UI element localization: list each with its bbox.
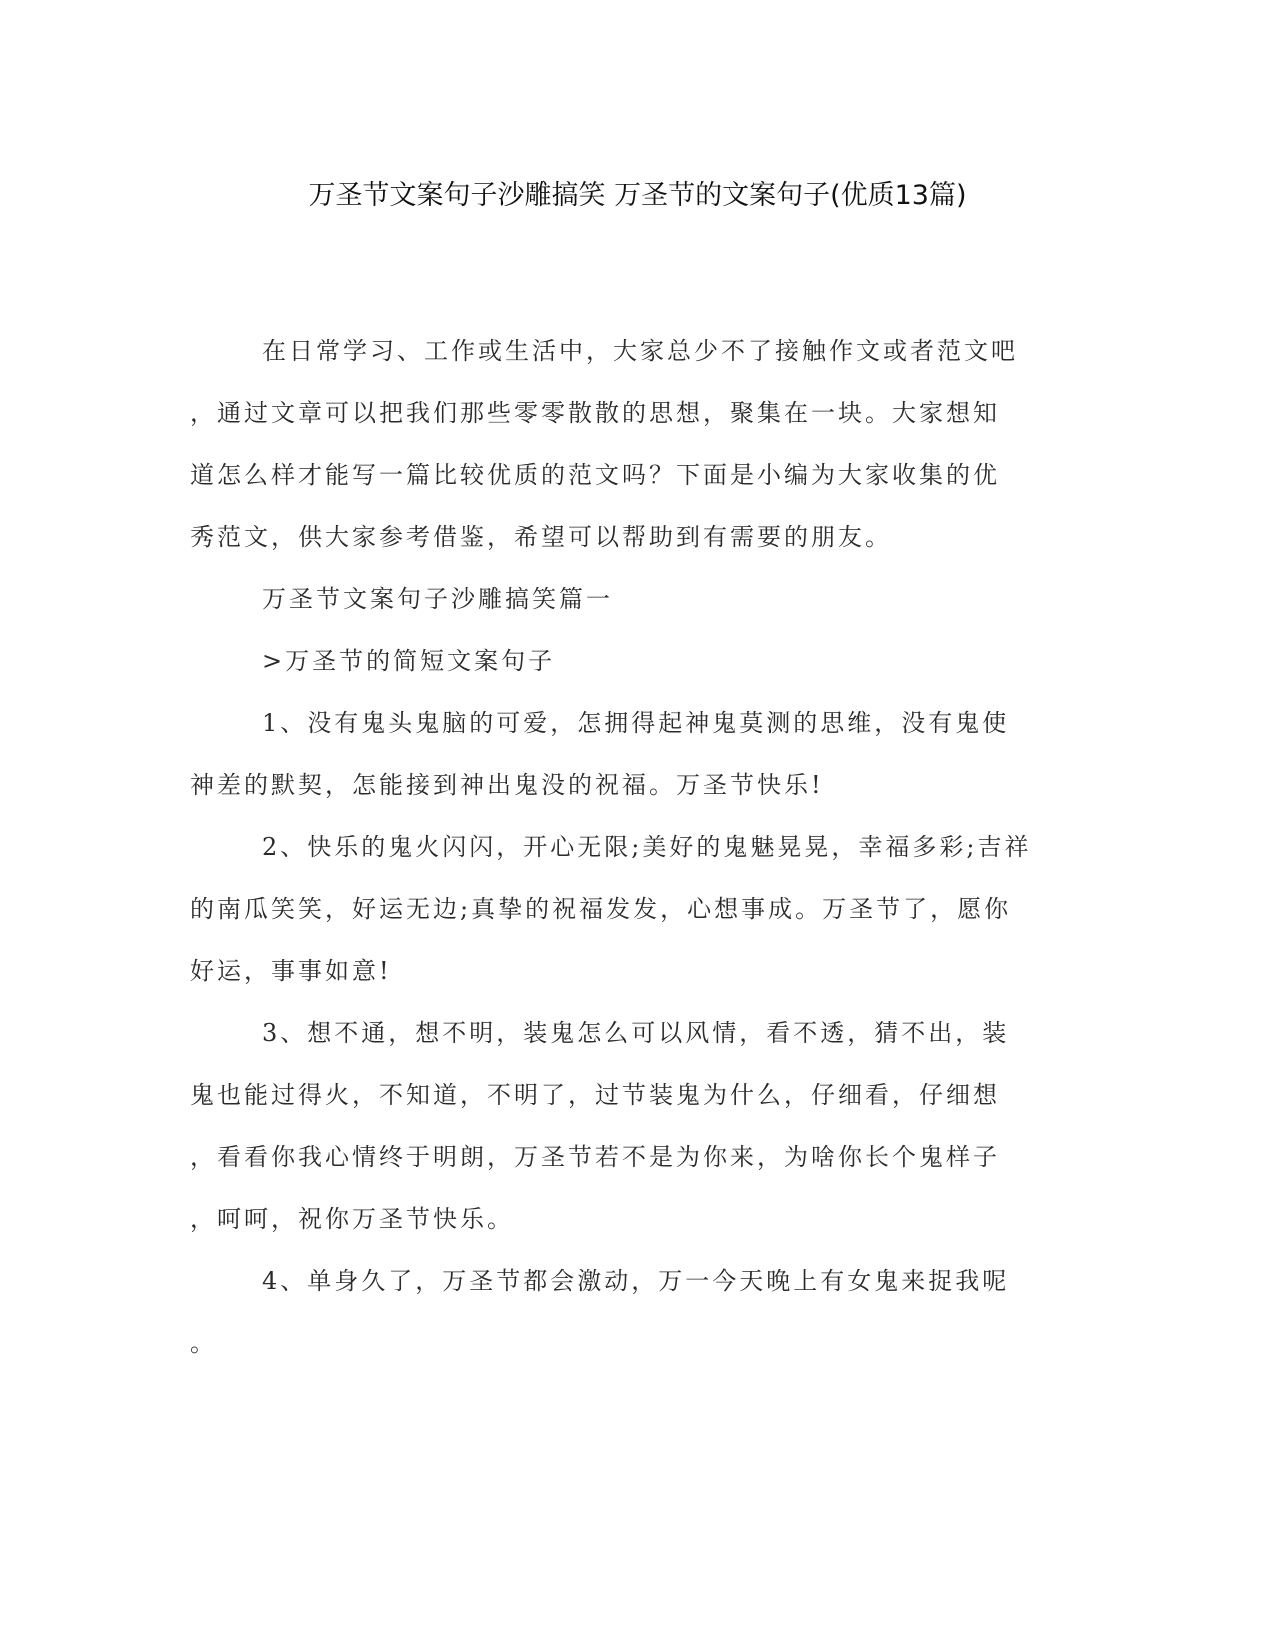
paragraph-line: 在日常学习、工作或生活中，大家总少不了接触作文或者范文吧	[262, 337, 1018, 365]
paragraph-line: ，呵呵，祝你万圣节快乐。	[190, 1205, 514, 1233]
paragraph-line: 4、单身久了，万圣节都会激动，万一今天晚上有女鬼来捉我呢	[262, 1267, 1010, 1295]
subsection-heading: >万圣节的简短文案句子	[262, 647, 556, 675]
paragraph-line: 好运，事事如意!	[190, 957, 392, 985]
document-body	[190, 320, 1080, 1374]
paragraph-line: 道怎么样才能写一篇比较优质的范文吗？下面是小编为大家收集的优	[190, 461, 1000, 489]
paragraph-line: 。	[190, 1329, 217, 1357]
section-heading: 万圣节文案句子沙雕搞笑篇一	[262, 585, 613, 613]
paragraph-line: 3、想不通，想不明，装鬼怎么可以风情，看不透，猜不出，装	[262, 1019, 1010, 1047]
paragraph-line: 2、快乐的鬼火闪闪，开心无限;美好的鬼魅晃晃，幸福多彩;吉祥	[262, 833, 1032, 861]
paragraph-line: 秀范文，供大家参考借鉴，希望可以帮助到有需要的朋友。	[190, 523, 892, 551]
document-title: 万圣节文案句子沙雕搞笑 万圣节的文案句子(优质13篇)	[308, 180, 967, 211]
paragraph-line: ，通过文章可以把我们那些零零散散的思想，聚集在一块。大家想知	[190, 399, 1000, 427]
paragraph-line: 鬼也能过得火，不知道，不明了，过节装鬼为什么，仔细看，仔细想	[190, 1081, 1000, 1109]
paragraph-line: 的南瓜笑笑，好运无边;真挚的祝福发发，心想事成。万圣节了，愿你	[190, 895, 1012, 923]
paragraph-line: 神差的默契，怎能接到神出鬼没的祝福。万圣节快乐!	[190, 771, 824, 799]
paragraph-line: ，看看你我心情终于明朗，万圣节若不是为你来，为啥你长个鬼样子	[190, 1143, 1000, 1171]
paragraph-line: 1、没有鬼头鬼脑的可爱，怎拥得起神鬼莫测的思维，没有鬼使	[262, 709, 1010, 737]
